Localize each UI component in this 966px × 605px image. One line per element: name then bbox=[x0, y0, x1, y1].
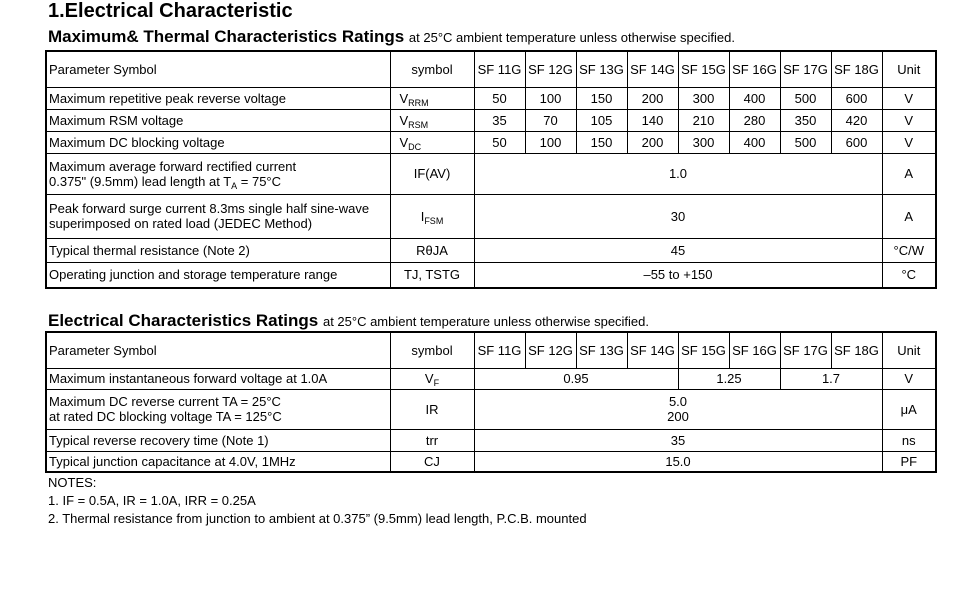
header-model: SF 13G bbox=[576, 51, 627, 87]
row-param: Maximum RSM voltage bbox=[46, 109, 390, 131]
row-unit: A bbox=[882, 153, 936, 194]
note-item: 2. Thermal resistance from junction to ambient at 0.375” (9.5mm) lead length, P.C.B. mounted bbox=[48, 511, 587, 526]
header-model: SF 16G bbox=[729, 51, 780, 87]
row-symbol: $V_F$ bbox=[390, 368, 474, 389]
row-param: Maximum average forward rectified current 0.375" (9.5mm) lead length at $T_A = 75^\circ C$ bbox=[46, 153, 390, 194]
table-row bbox=[46, 87, 936, 109]
row-param: Typical reverse recovery time (Note 1) bbox=[46, 429, 390, 451]
cell-value: 300 bbox=[678, 131, 729, 153]
cell-value: 100 bbox=[525, 131, 576, 153]
cell-value: 100 bbox=[525, 87, 576, 109]
row-symbol: IR bbox=[390, 389, 474, 429]
cell-value: 500 bbox=[780, 131, 831, 153]
header-unit: Unit bbox=[882, 51, 936, 87]
table-row bbox=[46, 429, 936, 451]
cell-value: 35 bbox=[474, 109, 525, 131]
cell-value: –55 to +150 bbox=[474, 262, 882, 288]
cell-value: 400 bbox=[729, 87, 780, 109]
table-row bbox=[46, 109, 936, 131]
cell-value: 150 bbox=[576, 131, 627, 153]
cell-value: 35 bbox=[474, 429, 882, 451]
row-unit: A bbox=[882, 194, 936, 238]
row-param: Peak forward surge current 8.3ms single half sine-wave superimposed on rated load (JEDEC Method) bbox=[46, 194, 390, 238]
section-title: 1.Electrical Characteristic bbox=[48, 0, 293, 22]
row-symbol: RθJA bbox=[390, 238, 474, 262]
row-param: Maximum DC blocking voltage bbox=[46, 131, 390, 153]
cell-value: 210 bbox=[678, 109, 729, 131]
table-row bbox=[46, 451, 936, 472]
header-symbol: symbol bbox=[390, 51, 474, 87]
cell-value: 300 bbox=[678, 87, 729, 109]
table-row bbox=[46, 368, 936, 389]
row-symbol: TJ, TSTG bbox=[390, 262, 474, 288]
row-param: Maximum repetitive peak reverse voltage bbox=[46, 87, 390, 109]
elec-ratings-heading bbox=[48, 311, 649, 332]
elec-ratings-table bbox=[45, 331, 937, 473]
row-symbol: trr bbox=[390, 429, 474, 451]
header-param: Parameter Symbol bbox=[46, 51, 390, 87]
header-model: SF 17G bbox=[780, 51, 831, 87]
cell-value: 70 bbox=[525, 109, 576, 131]
max-ratings-subtitle: at 25°C ambient temperature unless otherwise specified. bbox=[408, 30, 735, 45]
header-model: SF 11G bbox=[474, 332, 525, 368]
header-model: SF 18G bbox=[831, 332, 882, 368]
cell-value: 105 bbox=[576, 109, 627, 131]
cell-value: 400 bbox=[729, 131, 780, 153]
row-symbol: CJ bbox=[390, 451, 474, 472]
header-model: SF 15G bbox=[678, 332, 729, 368]
header-model: SF 17G bbox=[780, 332, 831, 368]
row-symbol: $I_{FSM}$ bbox=[390, 194, 474, 238]
row-unit: V bbox=[882, 109, 936, 131]
cell-value: 500 bbox=[780, 87, 831, 109]
cell-value: 420 bbox=[831, 109, 882, 131]
cell-value: 1.25 bbox=[678, 368, 780, 389]
cell-value: 50 bbox=[474, 131, 525, 153]
row-unit: V bbox=[882, 87, 936, 109]
header-model: SF 12G bbox=[525, 51, 576, 87]
header-param: Parameter Symbol bbox=[46, 332, 390, 368]
max-ratings-title: Maximum& Thermal Characteristics Ratings bbox=[48, 27, 405, 46]
row-unit: °C/W bbox=[882, 238, 936, 262]
header-model: SF 15G bbox=[678, 51, 729, 87]
cell-value: 600 bbox=[831, 131, 882, 153]
row-symbol: $V_{DC}$ bbox=[390, 131, 474, 153]
cell-value: 15.0 bbox=[474, 451, 882, 472]
row-unit: V bbox=[882, 368, 936, 389]
header-model: SF 16G bbox=[729, 332, 780, 368]
cell-value: 45 bbox=[474, 238, 882, 262]
elec-ratings-title: Electrical Characteristics Ratings bbox=[48, 311, 319, 330]
table-row bbox=[46, 153, 936, 194]
header-model: SF 14G bbox=[627, 51, 678, 87]
cell-value: 600 bbox=[831, 87, 882, 109]
cell-value: 140 bbox=[627, 109, 678, 131]
max-ratings-table bbox=[45, 50, 937, 289]
row-unit: °C bbox=[882, 262, 936, 288]
header-model: SF 13G bbox=[576, 332, 627, 368]
table-row bbox=[46, 131, 936, 153]
max-ratings-heading bbox=[48, 27, 735, 48]
table-row bbox=[46, 389, 936, 429]
cell-value: 0.95 bbox=[474, 368, 678, 389]
cell-value: 1.0 bbox=[474, 153, 882, 194]
cell-value: 1.7 bbox=[780, 368, 882, 389]
cell-value: 30 bbox=[474, 194, 882, 238]
cell-value: 50 bbox=[474, 87, 525, 109]
row-param: Operating junction and storage temperature range bbox=[46, 262, 390, 288]
row-param: Typical thermal resistance (Note 2) bbox=[46, 238, 390, 262]
elec-ratings-subtitle: at 25°C ambient temperature unless otherwise specified. bbox=[322, 314, 650, 329]
row-param: Maximum DC reverse current TA = 25°C at rated DC blocking voltage TA = 125°C bbox=[46, 389, 390, 429]
row-unit: V bbox=[882, 131, 936, 153]
header-model: SF 14G bbox=[627, 332, 678, 368]
table-row bbox=[46, 194, 936, 238]
table-row bbox=[46, 238, 936, 262]
row-param: Maximum instantaneous forward voltage at 1.0A bbox=[46, 368, 390, 389]
cell-value: 200 bbox=[627, 131, 678, 153]
row-param: Typical junction capacitance at 4.0V, 1MHz bbox=[46, 451, 390, 472]
row-unit: ns bbox=[882, 429, 936, 451]
cell-value: 5.0 200 bbox=[474, 389, 882, 429]
header-model: SF 11G bbox=[474, 51, 525, 87]
row-symbol: IF(AV) bbox=[390, 153, 474, 194]
row-unit: μA bbox=[882, 389, 936, 429]
row-symbol: $V_{RSM}$ bbox=[390, 109, 474, 131]
note-item: 1. IF = 0.5A, IR = 1.0A, IRR = 0.25A bbox=[48, 493, 256, 508]
header-symbol: symbol bbox=[390, 332, 474, 368]
row-unit: PF bbox=[882, 451, 936, 472]
row-symbol: $V_{RRM}$ bbox=[390, 87, 474, 109]
table-header-row bbox=[46, 332, 936, 368]
table-header-row bbox=[46, 51, 936, 87]
header-model: SF 18G bbox=[831, 51, 882, 87]
cell-value: 350 bbox=[780, 109, 831, 131]
cell-value: 150 bbox=[576, 87, 627, 109]
cell-value: 280 bbox=[729, 109, 780, 131]
notes-heading: NOTES: bbox=[48, 475, 97, 490]
table-row bbox=[46, 262, 936, 288]
header-unit: Unit bbox=[882, 332, 936, 368]
cell-value: 200 bbox=[627, 87, 678, 109]
header-model: SF 12G bbox=[525, 332, 576, 368]
notes bbox=[48, 474, 587, 528]
